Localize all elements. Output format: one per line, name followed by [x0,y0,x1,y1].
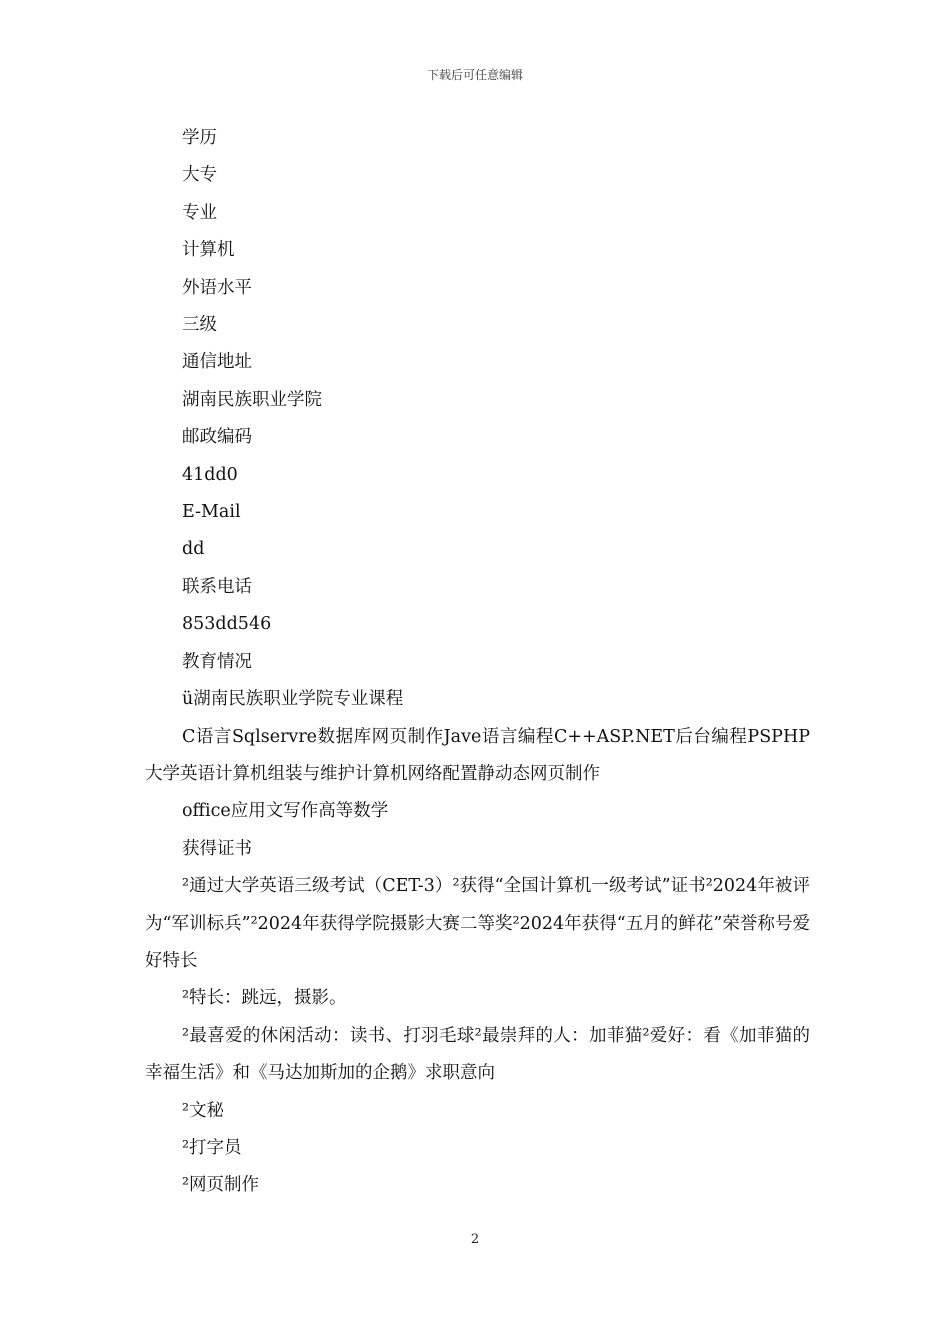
paragraph-specialty: ²特长：跳远，摄影。 [182,988,347,1009]
paragraph-job-intent-web-design: ²网页制作 [182,1175,260,1196]
paragraph-job-intent-typist: ²打字员 [182,1137,242,1158]
paragraph-email-value: dd [182,539,205,560]
paragraph-hobbies: ²最喜爱的休闲活动：读书、打羽毛球²最崇拜的人：加菲猫²爱好：看《加菲猫的幸福生活》和《马达加斯加的企鹅》求职意向 [145,1025,810,1084]
paragraph-major-label: 专业 [182,202,217,223]
paragraph-phone-value: 853dd546 [182,614,272,635]
paragraph-education-label: 学历 [182,128,217,148]
paragraph-school-courses: ü湖南民族职业学院专业课程 [182,689,404,710]
paragraph-language-value: 三级 [182,315,217,336]
paragraph-address-label: 通信地址 [182,352,252,373]
page-number: 2 [470,1232,480,1247]
paragraph-course-list-continued: office应用文写作高等数学 [182,801,389,822]
page-header: 下载后可任意编辑 [426,68,523,82]
document-body [145,120,810,1205]
paragraph-education-value: 大专 [182,165,217,186]
paragraph-email-label: E-Mail [182,502,241,523]
paragraph-major-value: 计算机 [182,240,235,261]
paragraph-address-value: 湖南民族职业学院 [182,389,322,410]
paragraph-course-list: C语言Sqlservre数据库网页制作Jave语言编程C++ASP.NET后台编程PSPHP大学英语计算机组装与维护计算机网络配置静动态网页制作 [145,726,810,784]
paragraph-education-history-heading: 教育情况 [182,651,252,672]
paragraph-language-label: 外语水平 [182,277,252,298]
paragraph-postcode-label: 邮政编码 [182,427,252,448]
paragraph-certificates-list: ²通过大学英语三级考试（CET-3）²获得“全国计算机一级考试”证书²2024年被评为“军训标兵”²2024年获得学院摄影大赛二等奖²2024年获得“五月的鲜花”荣誉称号爱好特长 [145,876,810,971]
paragraph-phone-label: 联系电话 [182,576,252,597]
paragraph-certificates-heading: 获得证书 [182,838,252,859]
paragraph-postcode-value: 41dd0 [182,464,238,485]
paragraph-job-intent-secretary: ²文秘 [182,1100,225,1121]
